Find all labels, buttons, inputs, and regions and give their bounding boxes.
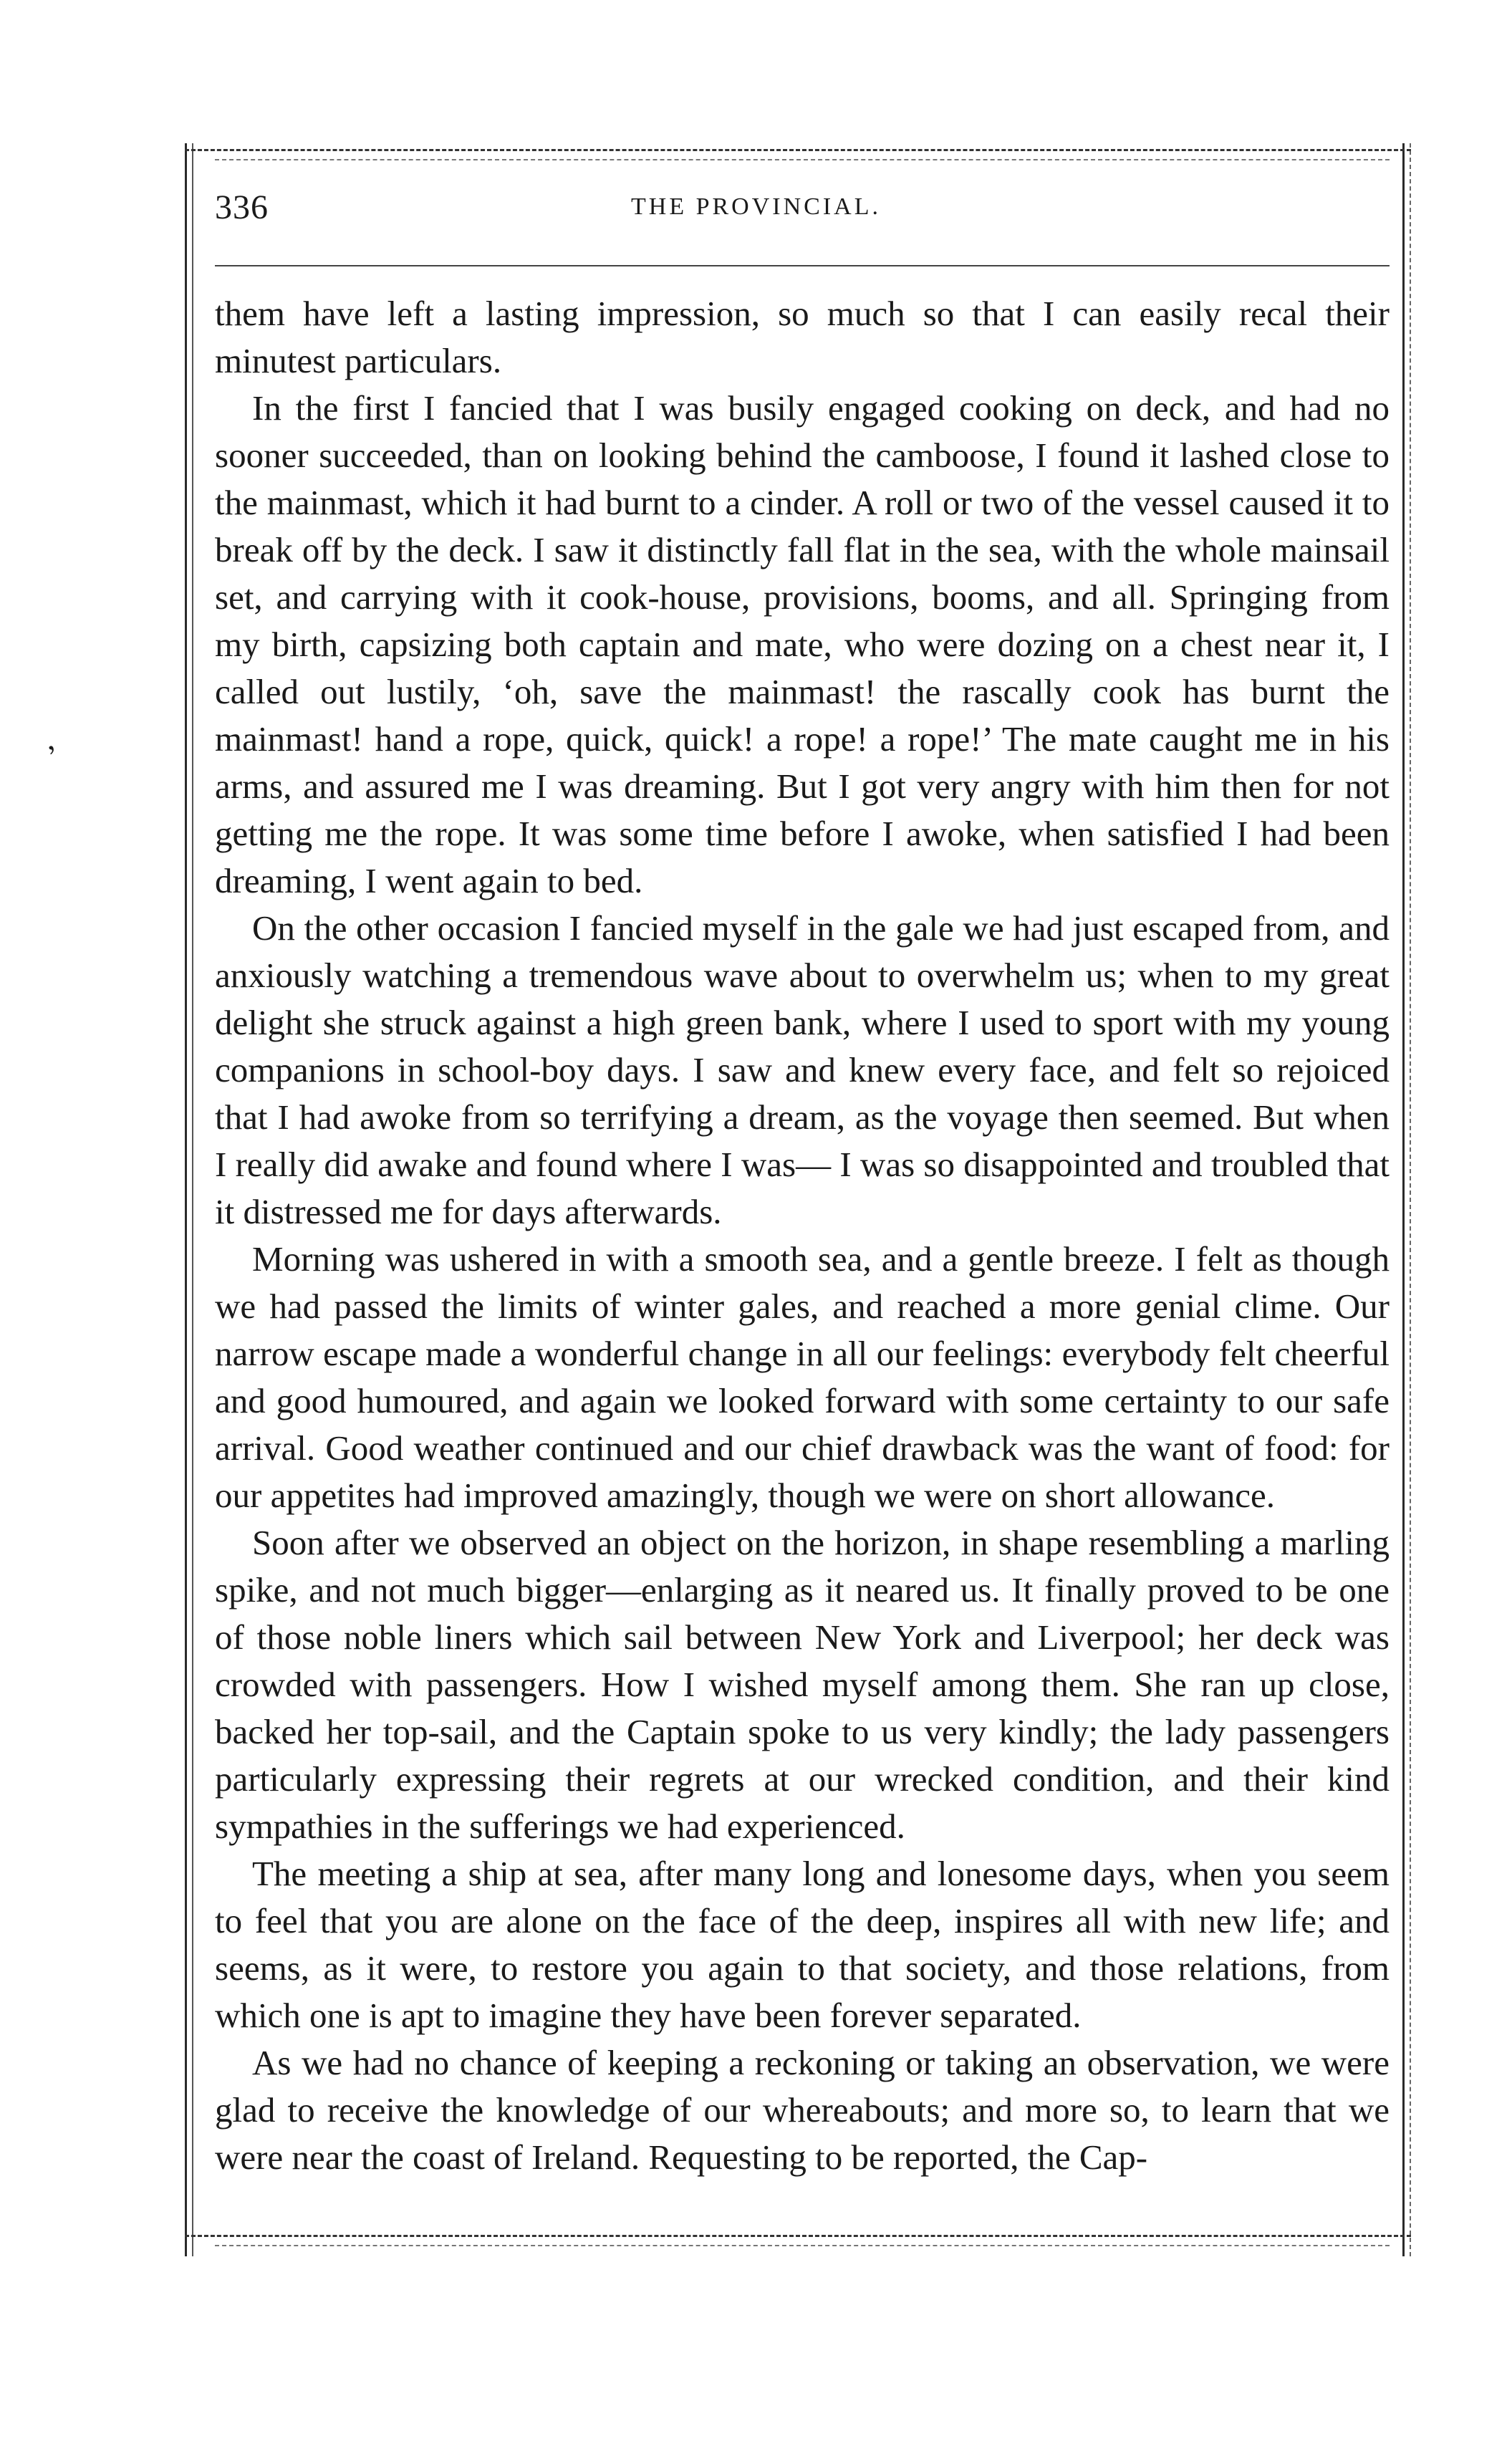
paragraph-morning: Morning was ushered in with a smooth sea, and a gentle breeze. I felt as though we had passed the limits of winter gales, and reached a more genial clime. Our narrow escape made a wonderful change in all our feelings: everybody felt cheerful and good humoured, and again we looked forward with some certainty to our safe arrival. Good weather continued and our chief drawback was the want of food: for our appetites had improved amazingly, though we were on short allowance. [215, 1239, 1390, 1515]
page-border-right-inner [1410, 143, 1411, 2256]
top-border-rule-inner [215, 159, 1390, 160]
running-title: THE PROVINCIAL. [631, 193, 881, 220]
bottom-border-rule [185, 2235, 1411, 2237]
paragraph-liner: Soon after we observed an object on the horizon, in shape resembling a marling spike, and not much bigger—enlarging as it neared us. It finally proved to be one of those noble liners which sail between New York and Liverpool; her deck was crowded with passengers. How I wished myself among them. She ran up close, backed her top-sail, and the Captain spoke to us very kindly; the lady passengers particularly expressing their regrets at our wrecked condition, and their kind sympathies in the sufferings we had experienced. [215, 1523, 1390, 1846]
paragraph-second-dream: On the other occasion I fancied myself in the gale we had just escaped from, and anxiously watching a tremendous wave about to overwhelm us; when to my great delight she struck against a high green bank, where I used to sport with my young companions in school-boy days. I saw and knew every face, and felt so rejoiced that I had awoke from so terrifying a dream, as the voyage then seemed. But when I really did awake and found where I was— I was so disappointed and troubled that it distressed me for days afterwards. [215, 908, 1390, 1231]
paragraph-first-dream: In the first I fancied that I was busily engaged cooking on deck, and had no sooner succeeded, than on looking behind the camboose, I found it lashed close to the mainmast, which it had burnt to a cinder. A roll or two of the vessel caused it to break off by the deck. I saw it distinctly fall flat in the sea, with the whole mainsail set, and carrying with it cook-house, provisions, booms, and all. Springing from my birth, capsizing both captain and mate, who were dozing on a chest near it, I called out lustily, ‘oh, save the mainmast! the rascally cook has burnt the mainmast! hand a rope, quick, quick! a rope! a rope!’ The mate caught me in his arms, and assured me I was dreaming. But I got very angry with him then for not getting me the rope. It was some time before I awoke, when satisfied I had been dreaming, I went again to bed. [215, 388, 1390, 900]
header-rule [215, 265, 1390, 266]
paragraph-reckoning: As we had no chance of keeping a reckoning or taking an observation, we were glad to receive the knowledge of our whereabouts; and more so, to learn that we were near the coast of Ireland. Requesting to be reported, the Cap- [215, 2043, 1390, 2177]
paragraph-continued: them have left a lasting impression, so much so that I can easily recal their minutest particulars. [215, 294, 1390, 380]
margin-mark: ’ [43, 737, 65, 775]
page-number: 336 [215, 188, 269, 226]
page-border-right [1402, 143, 1405, 2256]
paragraph-meeting-ship: The meeting a ship at sea, after many long and lonesome days, when you seem to feel that you are alone on the face of the deep, inspires all with new life; and seems, as it were, to restore you again to that society, and those relations, from which one is apt to imagine they have been forever separated. [215, 1854, 1390, 2035]
page-border-left [185, 143, 187, 2256]
top-border-rule [185, 149, 1411, 151]
bottom-border-rule-inner [215, 2245, 1390, 2246]
body-text [215, 290, 1390, 2181]
page-border-left-inner [192, 143, 193, 2256]
